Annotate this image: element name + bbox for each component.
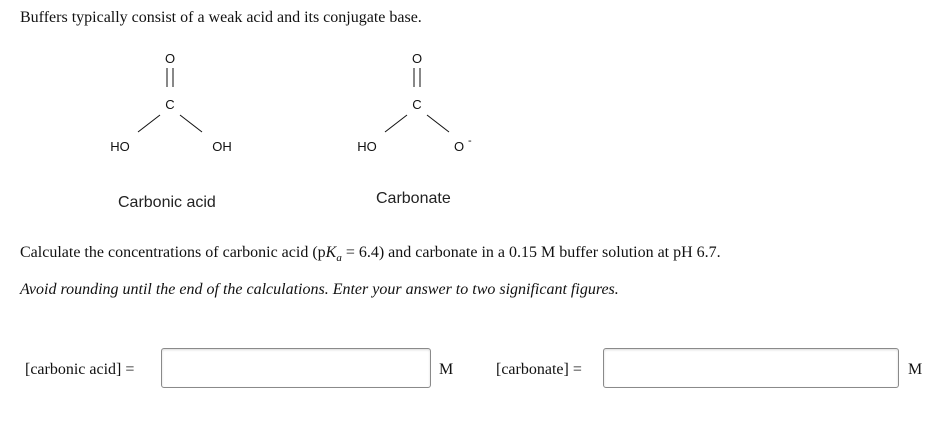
carbonate-structure — [347, 45, 497, 170]
carbonate-label: Carbonate — [376, 190, 451, 207]
carbonic-acid-carbon: C — [165, 97, 175, 112]
carbonic-acid-unit: M — [439, 361, 454, 378]
carbonic-acid-left-oh: HO — [110, 139, 130, 154]
carbonate-left-oh: HO — [357, 139, 377, 154]
carbonate-oxygen: O — [411, 51, 423, 66]
carbonate-unit: M — [908, 361, 923, 378]
question-part2: = 6.4) and carbonate in a 0.15 M buffer solution at pH 6.7. — [341, 244, 721, 261]
carbonate-input[interactable] — [603, 348, 899, 388]
carbonic-acid-answer-label: [carbonic acid] = — [25, 361, 135, 378]
question-ka-subscript: a — [336, 252, 342, 265]
question-k: K — [325, 244, 337, 261]
question-text — [20, 244, 721, 264]
carbonate-negative-charge: - — [468, 135, 472, 147]
carbonic-acid-oxygen: O — [164, 51, 176, 66]
carbonic-acid-label: Carbonic acid — [118, 194, 216, 211]
carbonate-carbon: C — [412, 97, 422, 112]
carbonate-answer-label: [carbonate] = — [496, 361, 582, 378]
carbonic-acid-input[interactable] — [161, 348, 431, 388]
instruction-text: Avoid rounding until the end of the calculations. Enter your answer to two significant figures. — [20, 281, 619, 298]
carbonic-acid-structure — [100, 45, 250, 170]
carbonate-right-oxygen: O — [453, 139, 465, 154]
intro-text: Buffers typically consist of a weak acid and its conjugate base. — [20, 9, 422, 26]
question-part1: Calculate the concentrations of carbonic acid (p — [20, 244, 326, 261]
carbonic-acid-right-oh: OH — [212, 139, 232, 154]
